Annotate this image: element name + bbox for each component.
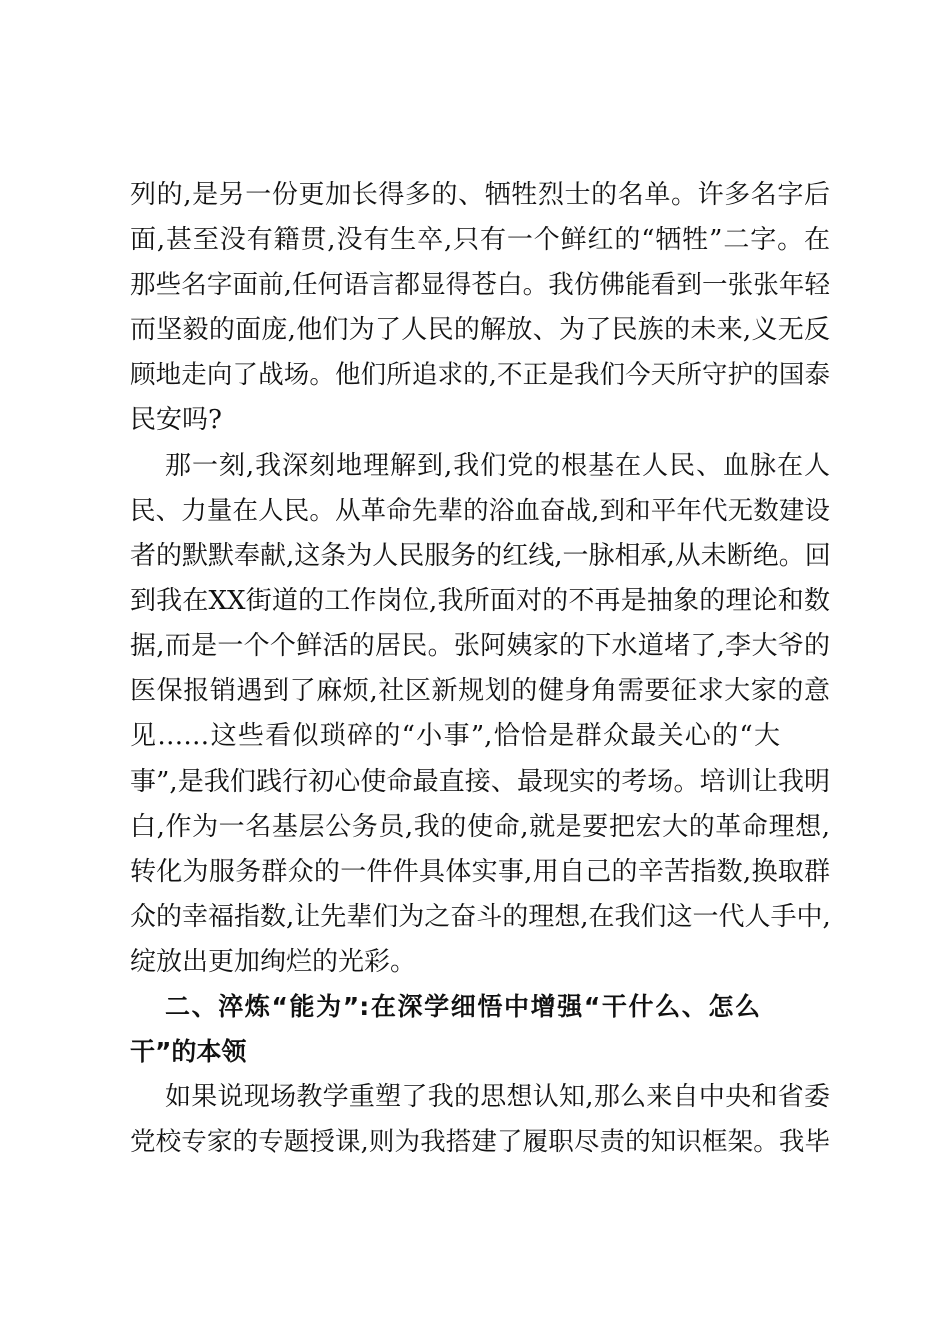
text-line: 事”,是我们践行初心使命最直接、最现实的考场。培训让我明 <box>130 767 830 797</box>
text-line: 众的幸福指数,让先辈们为之奋斗的理想,在我们这一代人手中, <box>130 902 831 932</box>
heading-line: 二、淬炼“能为”:在深学细悟中增强“干什么、怎么 <box>165 992 760 1021</box>
text-line: 民、力量在人民。从革命先辈的浴血奋战,到和平年代无数建设 <box>130 496 830 526</box>
text-line: 到我在XX街道的工作岗位,我所面对的不再是抽象的理论和数 <box>130 586 830 616</box>
text-line: 而坚毅的面庞,他们为了人民的解放、为了民族的未来,义无反 <box>130 315 830 345</box>
text-line: 顾地走向了战场。他们所追求的,不正是我们今天所守护的国泰 <box>130 360 830 390</box>
heading-line: 干”的本领 <box>130 1037 247 1066</box>
text-line: 列的,是另一份更加长得多的、牺牲烈士的名单。许多名字后 <box>130 180 830 210</box>
text-line: 那些名字面前,任何语言都显得苍白。我仿佛能看到一张张年轻 <box>130 270 830 300</box>
text-line: 如果说现场教学重塑了我的思想认知,那么来自中央和省委 <box>165 1082 830 1112</box>
text-line: 白,作为一名基层公务员,我的使命,就是要把宏大的革命理想, <box>130 812 830 842</box>
text-line: 据,而是一个个鲜活的居民。张阿姨家的下水道堵了,李大爷的 <box>130 631 830 661</box>
text-line: 民安吗? <box>130 405 222 435</box>
text-line: 见……这些看似琐碎的“小事”,恰恰是群众最关心的“大 <box>130 721 780 751</box>
text-line: 医保报销遇到了麻烦,社区新规划的健身角需要征求大家的意 <box>130 676 830 706</box>
text-line: 绽放出更加绚烂的光彩。 <box>130 947 417 977</box>
text-line: 转化为服务群众的一件件具体实事,用自己的辛苦指数,换取群 <box>130 857 830 887</box>
text-line: 那一刻,我深刻地理解到,我们党的根基在人民、血脉在人 <box>165 451 830 481</box>
text-line: 者的默默奉献,这条为人民服务的红线,一脉相承,从未断绝。回 <box>130 541 831 571</box>
text-line: 党校专家的专题授课,则为我搭建了履职尽责的知识框架。我毕 <box>130 1127 830 1157</box>
text-line: 面,甚至没有籍贯,没有生卒,只有一个鲜红的“牺牲”二字。在 <box>130 225 830 255</box>
